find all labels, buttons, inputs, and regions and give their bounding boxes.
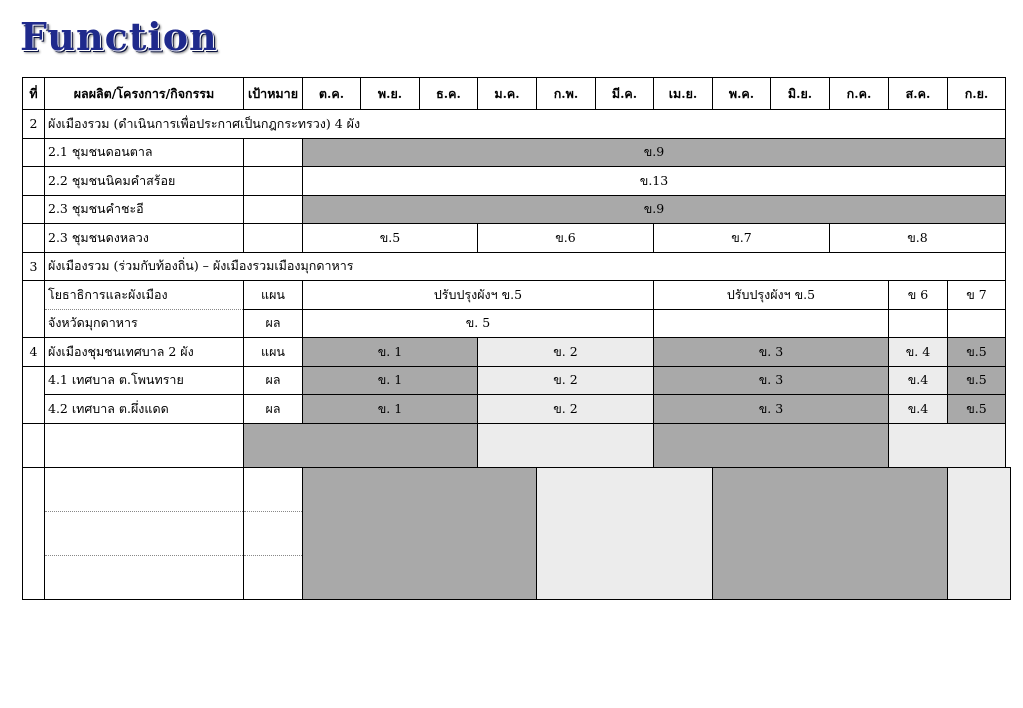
schedule-bar: ข. 2 <box>478 338 654 367</box>
schedule-bar: ข 7 <box>948 281 1006 310</box>
header-month: ส.ค. <box>889 78 948 110</box>
schedule-bar: ข. 5 <box>303 309 654 338</box>
schedule-bar: ข.8 <box>830 224 1006 253</box>
section-row <box>23 110 1011 139</box>
section-no: 3 <box>23 252 45 281</box>
table-row <box>23 281 1011 310</box>
schedule-bar: ข. 1 <box>303 395 478 424</box>
schedule-bar: ปรับปรุงผังฯ ข.5 <box>303 281 654 310</box>
empty-row <box>23 555 1011 599</box>
schedule-bar: ข. 3 <box>654 338 889 367</box>
item-label: จังหวัดมุกดาหาร <box>45 309 244 338</box>
item-label: ผังเมืองชุมชนเทศบาล 2 ผัง <box>45 338 244 367</box>
table-row <box>23 195 1011 224</box>
schedule-bar: ข.4 <box>889 395 948 424</box>
header-item: ผลผลิต/โครงการ/กิจกรรม <box>45 78 244 110</box>
table-row <box>23 395 1011 424</box>
header-month: ม.ค. <box>478 78 537 110</box>
item-label: 4.2 เทศบาล ต.ผึ่งแดด <box>45 395 244 424</box>
header-month: เม.ย. <box>654 78 713 110</box>
schedule-bar: ข.6 <box>478 224 654 253</box>
section-row <box>23 252 1011 281</box>
target-label: ผล <box>244 395 303 424</box>
header-month: มิ.ย. <box>771 78 830 110</box>
section-no: 2 <box>23 110 45 139</box>
item-label: 2.2 ชุมชนนิคมคำสร้อย <box>45 167 244 196</box>
header-row <box>23 78 1011 110</box>
schedule-bar: ข.9 <box>303 195 1006 224</box>
section-title: ผังเมืองรวม (ร่วมกับท้องถิ่น) – ผังเมืองรวมเมืองมุกดาหาร <box>45 252 1006 281</box>
item-label: 2.3 ชุมชนคำชะอี <box>45 195 244 224</box>
item-label: โยธาธิการและผังเมือง <box>45 281 244 310</box>
schedule-bar: ข.5 <box>948 338 1006 367</box>
header-target: เป้าหมาย <box>244 78 303 110</box>
header-month: พ.ย. <box>361 78 420 110</box>
empty-row <box>23 511 1011 555</box>
schedule-bar: ปรับปรุงผังฯ ข.5 <box>654 281 889 310</box>
schedule-bar: ข 6 <box>889 281 948 310</box>
header-month: มี.ค. <box>596 78 654 110</box>
empty-row <box>23 423 1011 467</box>
header-month: ธ.ค. <box>420 78 478 110</box>
schedule-bar: ข.13 <box>303 167 1006 196</box>
schedule-bar: ข. 1 <box>303 366 478 395</box>
schedule-bar: ข.9 <box>303 138 1006 167</box>
schedule-bar: ข.7 <box>654 224 830 253</box>
item-label: 4.1 เทศบาล ต.โพนทราย <box>45 366 244 395</box>
item-label: 2.1 ชุมชนดอนตาล <box>45 138 244 167</box>
section-no: 4 <box>23 338 45 367</box>
section-title: ผังเมืองรวม (ดำเนินการเพื่อประกาศเป็นกฎกระทรวง) 4 ผัง <box>45 110 1006 139</box>
table-row <box>23 366 1011 395</box>
schedule-bar: ข. 2 <box>478 395 654 424</box>
schedule-bar: ข. 1 <box>303 338 478 367</box>
page-title: Function <box>20 14 218 59</box>
target-label: แผน <box>244 338 303 367</box>
table-row <box>23 167 1011 196</box>
schedule-table <box>22 77 1011 600</box>
target-label: ผล <box>244 366 303 395</box>
empty-row <box>23 467 1011 511</box>
table-row <box>23 309 1011 338</box>
table-row <box>23 224 1011 253</box>
schedule-bar: ข. 4 <box>889 338 948 367</box>
schedule-bar: ข.4 <box>889 366 948 395</box>
header-month: ต.ค. <box>303 78 361 110</box>
item-label: 2.3 ชุมชนดงหลวง <box>45 224 244 253</box>
schedule-bar: ข.5 <box>948 366 1006 395</box>
schedule-bar: ข.5 <box>948 395 1006 424</box>
header-month: พ.ค. <box>713 78 771 110</box>
header-month: ก.ย. <box>948 78 1006 110</box>
target-label: แผน <box>244 281 303 310</box>
schedule-bar: ข. 3 <box>654 395 889 424</box>
header-month: ก.พ. <box>537 78 596 110</box>
schedule-bar: ข. 3 <box>654 366 889 395</box>
schedule-bar: ข.5 <box>303 224 478 253</box>
header-no: ที่ <box>23 78 45 110</box>
target-label: ผล <box>244 309 303 338</box>
table-row <box>23 338 1011 367</box>
schedule-bar: ข. 2 <box>478 366 654 395</box>
header-month: ก.ค. <box>830 78 889 110</box>
table-row <box>23 138 1011 167</box>
